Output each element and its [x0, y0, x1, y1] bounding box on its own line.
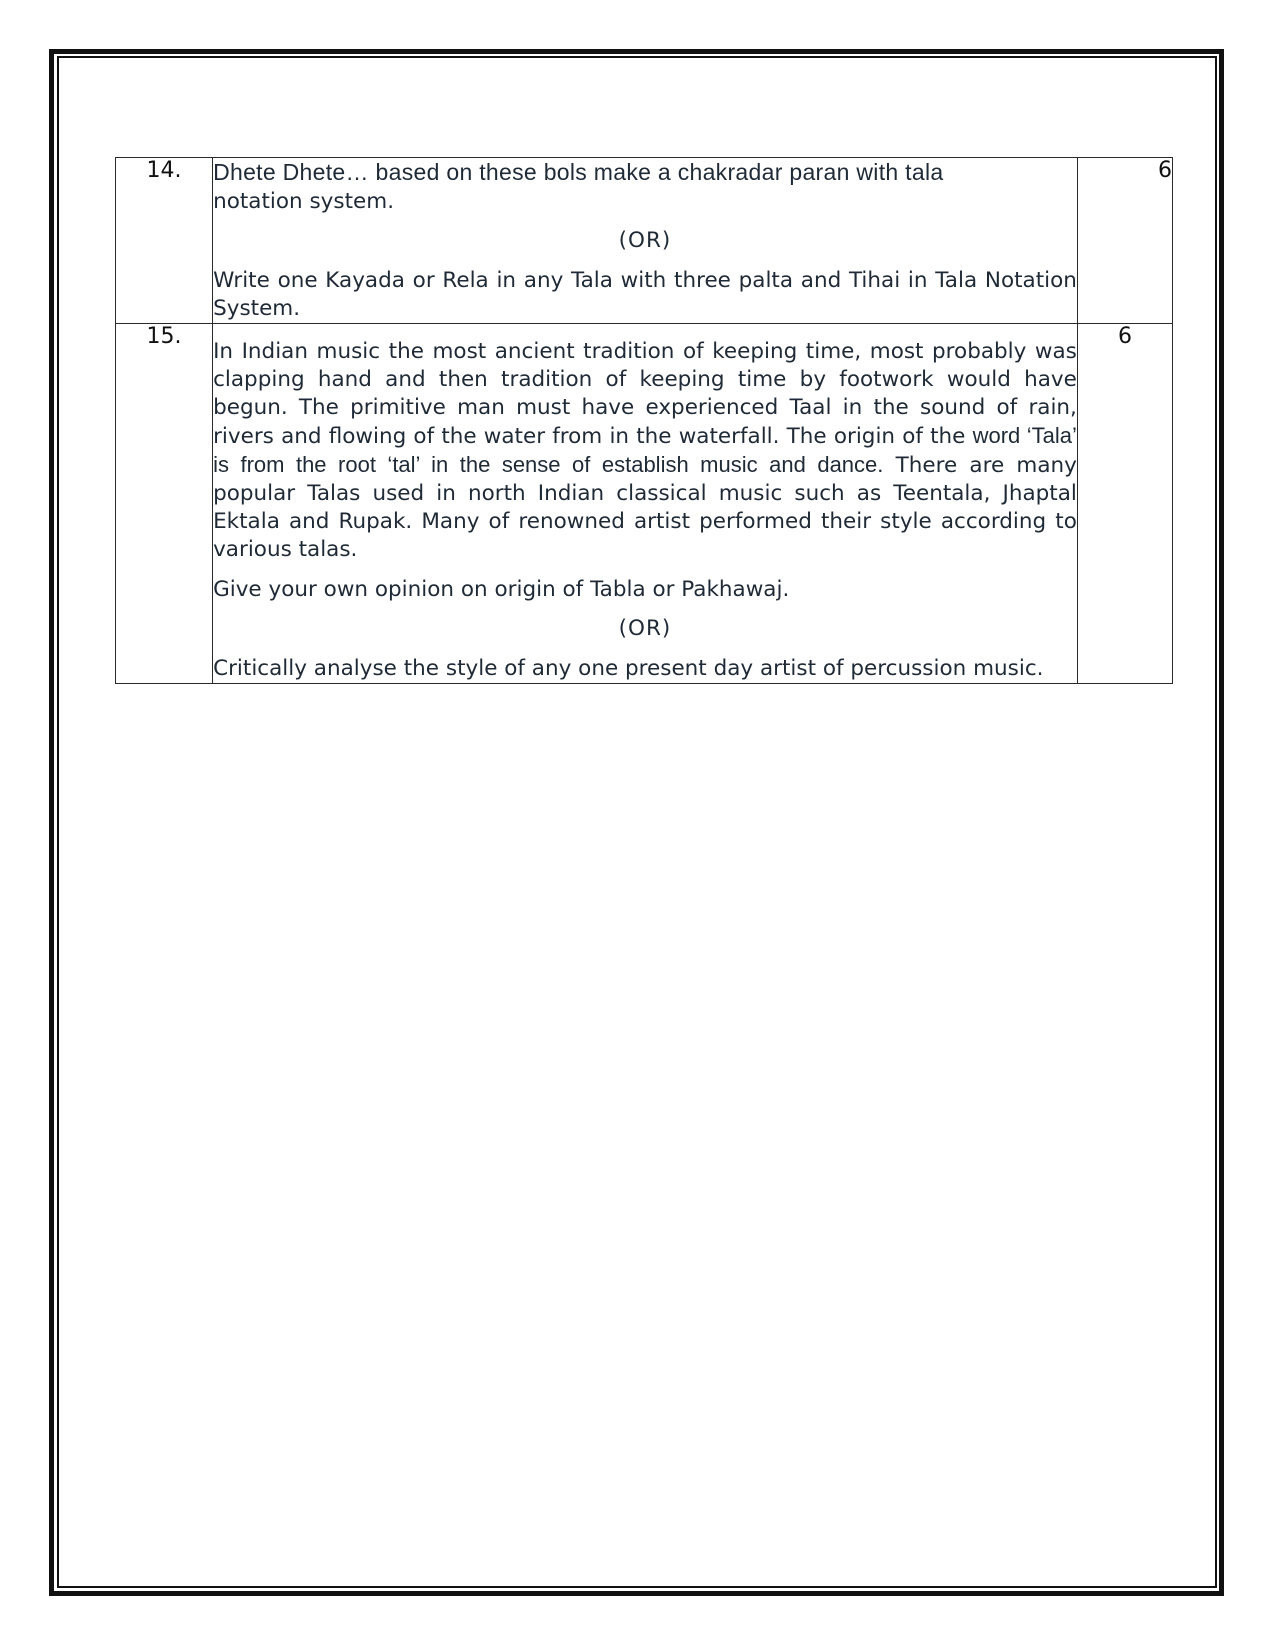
question-15-prompt: Give your own opinion on origin of Tabla or Pakhawaj. [213, 577, 790, 602]
question-15-passage-part2: word ‘Tala’ is from the root ‘tal’ in the sense of establish music and dance. [213, 423, 1077, 477]
or-separator: (OR) [618, 616, 672, 641]
question-number: 14. [116, 158, 213, 324]
question-15-passage-part3: There are many popular Talas used in north Indian classical music such as Teentala, Jhaptal Ektala and Rupak. Many of renowned artist performed their style according to various talas. [213, 453, 1077, 562]
question-15-passage [213, 338, 1077, 564]
table-row-q15 [116, 324, 1173, 684]
question-text-14 [213, 158, 1078, 324]
question-14-part-a-line1: Dhete Dhete… based on these bols make a chakradar paran with tala [213, 159, 944, 185]
question-14-part-b: Write one Kayada or Rela in any Tala with three palta and Tihai in Tala Notation System. [213, 268, 1077, 321]
question-table [115, 157, 1173, 684]
question-number: 15. [116, 324, 213, 684]
question-14-part-a-line2: notation system. [213, 189, 395, 214]
question-15-alternative: Critically analyse the style of any one present day artist of percussion music. [213, 656, 1044, 681]
question-text-15 [213, 324, 1078, 684]
marks-value: 6 [1077, 158, 1172, 324]
table-row-q14 [116, 158, 1173, 324]
marks-value: 6 [1077, 324, 1172, 684]
question-14-part-a [213, 158, 1077, 216]
or-separator: (OR) [618, 228, 672, 253]
question-15-passage-part1: In Indian music the most ancient tradition of keeping time, most probably was clapping hand and then tradition of keeping time by footwork would have begun. The primitive man must have experienced Taal in the sound of rain, rivers and flowing of the water from in the waterfall. The origin of the [213, 339, 1077, 449]
